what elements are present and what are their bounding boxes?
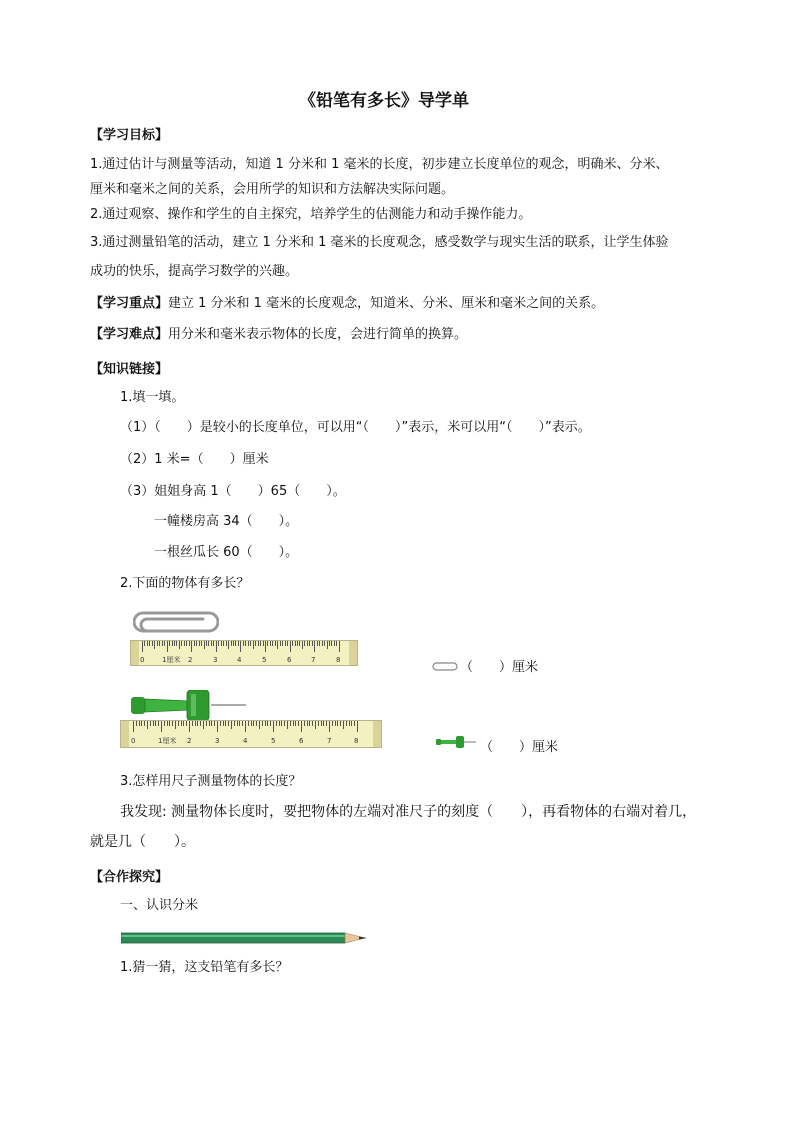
q1-item-1: （1）（ ）是较小的长度单位，可以用“（ ）”表示，米可以用“（ ）”表示。 bbox=[120, 420, 591, 435]
ruler-tick bbox=[267, 641, 268, 646]
ruler-tick bbox=[307, 721, 308, 726]
ruler-tick bbox=[304, 641, 305, 646]
ruler-tick bbox=[351, 721, 352, 726]
ruler-tick bbox=[258, 641, 259, 646]
key-text: 建立 1 分米和 1 毫米的长度观念，知道米、分米、厘米和毫米之间的关系。 bbox=[168, 296, 605, 311]
ruler-tick bbox=[147, 641, 148, 646]
ruler-tick bbox=[139, 721, 140, 726]
q1-item-4: 一幢楼房高 34（ ）。 bbox=[154, 514, 299, 529]
ruler-2-label-4: 4 bbox=[243, 737, 248, 745]
difficulty-text: 用分米和毫米表示物体的长度，会进行简单的换算。 bbox=[168, 327, 468, 342]
ruler-tick bbox=[349, 721, 350, 726]
ruler-tick bbox=[155, 721, 156, 726]
ruler-tick bbox=[304, 721, 305, 726]
ruler-2-label-3: 3 bbox=[215, 737, 220, 745]
ruler-tick bbox=[317, 641, 318, 646]
ruler-tick bbox=[281, 721, 282, 726]
ruler-tick bbox=[242, 721, 243, 726]
ruler-tick bbox=[354, 721, 355, 726]
ruler-1-label-0: 0 bbox=[140, 656, 145, 664]
ruler-tick bbox=[206, 641, 207, 646]
clip-answer: （ ）厘米 bbox=[460, 660, 539, 675]
ruler-tick bbox=[243, 641, 244, 646]
ruler-tick bbox=[167, 641, 168, 652]
ruler-tick bbox=[154, 641, 155, 649]
ruler-tick bbox=[357, 721, 358, 732]
ruler-1-label-7: 7 bbox=[311, 656, 316, 664]
goal-line-4: 3.通过测量铅笔的活动，建立 1 分米和 1 毫米的长度观念，感受数学与现实生活的联系，让学生体验 bbox=[90, 235, 669, 250]
ruler-tick bbox=[265, 641, 266, 652]
ruler-tick bbox=[250, 641, 251, 646]
ruler-tick bbox=[329, 641, 330, 646]
ruler-tick bbox=[270, 721, 271, 726]
ruler-tick bbox=[287, 641, 288, 646]
ruler-tick bbox=[153, 721, 154, 726]
ruler-tick bbox=[192, 721, 193, 726]
ruler-tick bbox=[189, 641, 190, 646]
ruler-tick bbox=[298, 721, 299, 726]
pin-answer: （ ）厘米 bbox=[480, 740, 559, 755]
ruler-tick bbox=[248, 721, 249, 726]
ruler-tick bbox=[238, 641, 239, 646]
ruler-1-label-1: 1厘米 bbox=[162, 656, 181, 664]
ruler-tick bbox=[259, 721, 260, 729]
ruler-tick bbox=[167, 721, 168, 726]
q1-item-5: 一根丝瓜长 60（ ）。 bbox=[154, 545, 299, 560]
ruler-2-label-8: 8 bbox=[354, 737, 359, 745]
ruler-tick bbox=[181, 641, 182, 646]
ruler-tick bbox=[206, 721, 207, 726]
ruler-tick bbox=[336, 641, 337, 646]
ruler-2-label-7: 7 bbox=[327, 737, 332, 745]
ruler-tick bbox=[228, 721, 229, 726]
ruler-tick bbox=[226, 641, 227, 646]
ruler-tick bbox=[334, 641, 335, 646]
ruler-tick bbox=[172, 641, 173, 646]
ruler-tick bbox=[149, 641, 150, 646]
ruler-1-label-5: 5 bbox=[262, 656, 267, 664]
ruler-tick bbox=[277, 641, 278, 649]
ruler-tick bbox=[234, 721, 235, 726]
ruler-tick bbox=[147, 721, 148, 729]
difficulty-header: 【学习难点】 bbox=[90, 327, 169, 342]
ruler-2-label-6: 6 bbox=[299, 737, 304, 745]
ruler-1-label-2: 2 bbox=[188, 656, 193, 664]
ruler-tick bbox=[262, 721, 263, 726]
ruler-tick bbox=[184, 641, 185, 646]
small-pushpin-icon bbox=[436, 735, 476, 749]
ruler-1-label-3: 3 bbox=[213, 656, 218, 664]
ruler-tick bbox=[299, 641, 300, 646]
ruler-tick bbox=[301, 721, 302, 732]
ruler-tick bbox=[152, 641, 153, 646]
ruler-tick bbox=[293, 721, 294, 726]
ruler-2-label-0: 0 bbox=[131, 737, 136, 745]
ruler-tick bbox=[157, 641, 158, 646]
ruler-tick bbox=[312, 641, 313, 646]
ruler-tick bbox=[280, 641, 281, 646]
ruler-tick bbox=[260, 641, 261, 646]
ruler-tick bbox=[323, 721, 324, 726]
ruler-tick bbox=[217, 721, 218, 732]
ruler-tick bbox=[335, 721, 336, 726]
ruler-tick bbox=[237, 721, 238, 726]
ruler-tick bbox=[275, 641, 276, 646]
key-header: 【学习重点】 bbox=[90, 296, 169, 311]
explore-subtitle: 一、认识分米 bbox=[120, 898, 199, 913]
ruler-tick bbox=[327, 641, 328, 649]
ruler-tick bbox=[162, 641, 163, 646]
goal-line-1: 1.通过估计与测量等活动，知道 1 分米和 1 毫米的长度，初步建立长度单位的观念，明确米、分米、 bbox=[90, 157, 669, 172]
ruler-tick bbox=[295, 721, 296, 726]
goal-line-3: 2.通过观察、操作和学生的自主探究，培养学生的估测能力和动手操作能力。 bbox=[90, 207, 532, 222]
ruler-tick bbox=[235, 641, 236, 646]
ruler-tick bbox=[290, 721, 291, 726]
ruler-tick bbox=[245, 641, 246, 646]
difficulty-points bbox=[90, 327, 467, 343]
key-points bbox=[90, 296, 604, 312]
ruler-tick bbox=[189, 721, 190, 732]
ruler-tick bbox=[309, 641, 310, 646]
ruler-tick bbox=[282, 641, 283, 646]
ruler-tick bbox=[199, 641, 200, 646]
ruler-tick bbox=[164, 641, 165, 646]
ruler-2-label-2: 2 bbox=[187, 737, 192, 745]
ruler-tick bbox=[201, 641, 202, 646]
ruler-tick bbox=[322, 641, 323, 646]
ruler-tick bbox=[326, 721, 327, 726]
ruler-1 bbox=[130, 640, 358, 666]
q3-title: 3.怎样用尺子测量物体的长度？ bbox=[120, 774, 302, 789]
ruler-tick bbox=[209, 721, 210, 726]
ruler-tick bbox=[136, 721, 137, 726]
ruler-tick bbox=[144, 721, 145, 726]
ruler-tick bbox=[248, 641, 249, 646]
ruler-tick bbox=[337, 721, 338, 726]
q1-item-3: （3）姐姐身高 1（ ）65（ ）。 bbox=[120, 484, 346, 499]
ruler-tick bbox=[150, 721, 151, 726]
ruler-tick bbox=[204, 641, 205, 649]
pushpin-icon bbox=[131, 690, 247, 724]
q1-item-2: （2）1 米=（ ）厘米 bbox=[120, 452, 269, 467]
ruler-tick bbox=[270, 641, 271, 646]
ruler-tick bbox=[223, 641, 224, 646]
ruler-tick bbox=[240, 641, 241, 652]
ruler-tick bbox=[172, 721, 173, 726]
ruler-tick bbox=[302, 641, 303, 649]
ruler-tick bbox=[329, 721, 330, 732]
ruler-tick bbox=[279, 721, 280, 726]
ruler-tick bbox=[197, 721, 198, 726]
ruler-tick bbox=[142, 641, 143, 652]
ruler-tick bbox=[331, 641, 332, 646]
ruler-tick bbox=[179, 641, 180, 649]
ruler-tick bbox=[218, 641, 219, 646]
guess-question: 1.猜一猜，这支铅笔有多长？ bbox=[120, 960, 289, 975]
ruler-tick bbox=[231, 641, 232, 646]
ruler-tick bbox=[196, 641, 197, 646]
ruler-tick bbox=[276, 721, 277, 726]
ruler-tick bbox=[194, 641, 195, 646]
ruler-tick bbox=[321, 721, 322, 726]
ruler-tick bbox=[233, 641, 234, 646]
ruler-tick bbox=[314, 641, 315, 652]
goals-header: 【学习目标】 bbox=[90, 128, 169, 143]
ruler-tick bbox=[178, 721, 179, 726]
ruler-tick bbox=[225, 721, 226, 726]
ruler-tick bbox=[186, 641, 187, 646]
ruler-tick bbox=[265, 721, 266, 726]
ruler-tick bbox=[211, 641, 212, 646]
ruler-tick bbox=[186, 721, 187, 726]
ruler-tick bbox=[245, 721, 246, 732]
ruler-tick bbox=[169, 721, 170, 726]
ruler-tick bbox=[292, 641, 293, 646]
ruler-tick bbox=[239, 721, 240, 726]
ruler-tick bbox=[211, 721, 212, 726]
ruler-tick bbox=[251, 721, 252, 726]
ruler-tick bbox=[297, 641, 298, 646]
ruler-1-label-6: 6 bbox=[287, 656, 292, 664]
ruler-tick bbox=[181, 721, 182, 726]
ruler-2-label-5: 5 bbox=[271, 737, 276, 745]
ruler-1-label-8: 8 bbox=[336, 656, 341, 664]
ruler-tick bbox=[191, 641, 192, 652]
ruler-tick bbox=[284, 721, 285, 726]
ruler-tick bbox=[285, 641, 286, 646]
ruler-tick bbox=[203, 721, 204, 729]
ruler-2 bbox=[120, 720, 382, 748]
ruler-tick bbox=[295, 641, 296, 646]
ruler-tick bbox=[228, 641, 229, 649]
ruler-tick bbox=[267, 721, 268, 726]
ruler-tick bbox=[174, 641, 175, 646]
ruler-tick bbox=[161, 721, 162, 732]
ruler-tick bbox=[273, 721, 274, 732]
ruler-tick bbox=[287, 721, 288, 729]
paperclip-icon bbox=[133, 609, 219, 635]
goal-line-2: 厘米和毫米之间的关系，会用所学的知识和方法解决实际问题。 bbox=[90, 182, 455, 197]
ruler-tick bbox=[223, 721, 224, 726]
q3-line-2: 就是几（ ）。 bbox=[90, 834, 195, 850]
ruler-tick bbox=[343, 721, 344, 729]
q1-title: 1.填一填。 bbox=[120, 390, 185, 405]
ruler-tick bbox=[290, 641, 291, 652]
ruler-tick bbox=[213, 641, 214, 646]
small-paperclip-icon bbox=[432, 662, 458, 671]
ruler-tick bbox=[309, 721, 310, 726]
ruler-tick bbox=[332, 721, 333, 726]
ruler-tick bbox=[164, 721, 165, 726]
page-title: 《铅笔有多长》导学单 bbox=[299, 91, 469, 111]
ruler-tick bbox=[183, 721, 184, 726]
q2-title: 2.下面的物体有多长？ bbox=[120, 576, 250, 591]
ruler-tick bbox=[312, 721, 313, 726]
ruler-tick bbox=[339, 641, 340, 652]
ruler-tick bbox=[231, 721, 232, 729]
ruler-tick bbox=[324, 641, 325, 646]
explore-header: 【合作探究】 bbox=[90, 870, 169, 885]
pencil-icon bbox=[121, 931, 369, 945]
ruler-tick bbox=[159, 641, 160, 646]
ruler-tick bbox=[315, 721, 316, 729]
q3-line-1: 我发现: 测量物体长度时，要把物体的左端对准尺子的刻度（ ），再看物体的右端对着几， bbox=[120, 804, 697, 820]
ruler-tick bbox=[176, 641, 177, 646]
ruler-tick bbox=[255, 641, 256, 646]
ruler-tick bbox=[141, 721, 142, 726]
ruler-tick bbox=[272, 641, 273, 646]
ruler-1-label-4: 4 bbox=[237, 656, 242, 664]
ruler-tick bbox=[200, 721, 201, 726]
ruler-2-label-1: 1厘米 bbox=[158, 737, 177, 745]
ruler-tick bbox=[307, 641, 308, 646]
ruler-tick bbox=[253, 721, 254, 726]
ruler-tick bbox=[133, 721, 134, 732]
ruler-tick bbox=[158, 721, 159, 726]
ruler-tick bbox=[318, 721, 319, 726]
ruler-tick bbox=[216, 641, 217, 652]
ruler-tick bbox=[220, 721, 221, 726]
ruler-tick bbox=[263, 641, 264, 646]
ruler-tick bbox=[319, 641, 320, 646]
ruler-tick bbox=[256, 721, 257, 726]
ruler-tick bbox=[340, 721, 341, 726]
ruler-tick bbox=[214, 721, 215, 726]
goal-line-5: 成功的快乐，提高学习数学的兴趣。 bbox=[90, 264, 299, 279]
ruler-tick bbox=[144, 641, 145, 646]
link-header: 【知识链接】 bbox=[90, 362, 169, 377]
ruler-tick bbox=[208, 641, 209, 646]
ruler-tick bbox=[175, 721, 176, 729]
ruler-tick bbox=[195, 721, 196, 726]
ruler-tick bbox=[346, 721, 347, 726]
ruler-tick bbox=[221, 641, 222, 646]
ruler-tick bbox=[169, 641, 170, 646]
ruler-tick bbox=[253, 641, 254, 649]
